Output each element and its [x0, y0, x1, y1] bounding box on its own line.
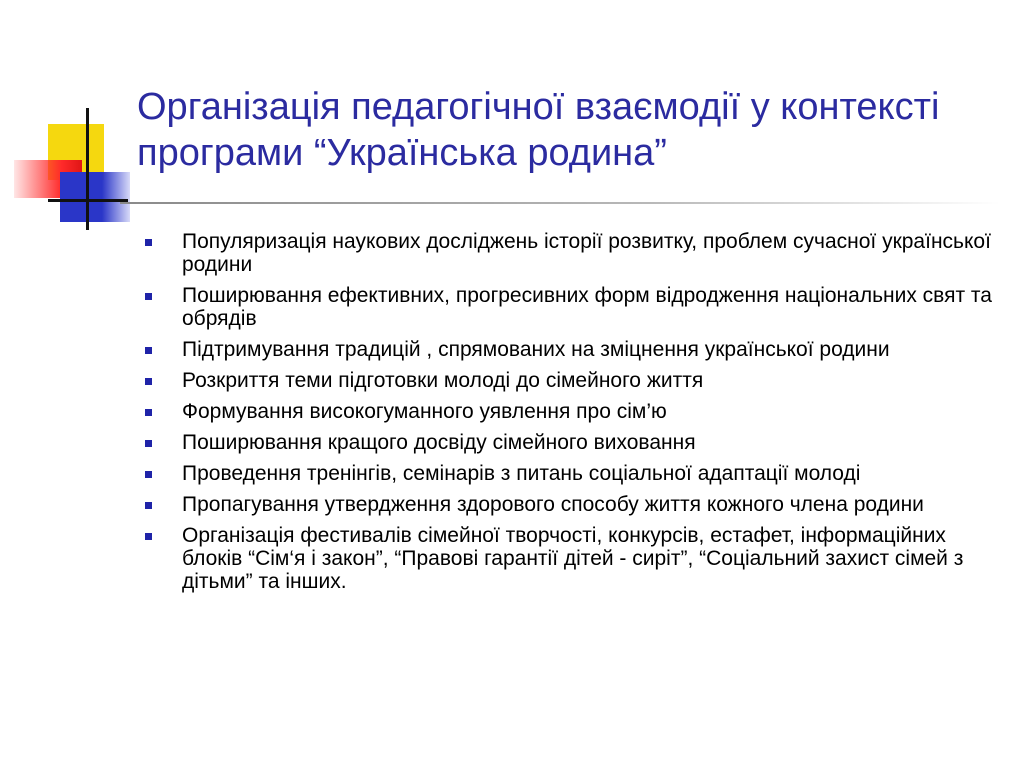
bullet-item: [142, 400, 1002, 423]
bullet-text: Популяризація наукових досліджень історії розвитку, проблем сучасної української родини: [182, 230, 991, 276]
square-bullet-icon: [145, 378, 152, 385]
bullet-item: [142, 230, 1002, 276]
square-bullet-icon: [145, 347, 152, 354]
square-bullet-icon: [145, 409, 152, 416]
bullet-item: [142, 369, 1002, 392]
bullet-item: [142, 493, 1002, 516]
bullet-item: [142, 524, 1002, 593]
square-bullet-icon: [145, 239, 152, 246]
slide-title: Організація педагогічної взаємодії у контексті програми “Українська родина”: [137, 86, 940, 174]
bullet-list: [142, 230, 1002, 601]
square-bullet-icon: [145, 293, 152, 300]
square-bullet-icon: [145, 440, 152, 447]
bullet-text: Пропагування утвердження здорового способу життя кожного члена родини: [182, 493, 924, 516]
decorative-squares-logo: [0, 0, 140, 240]
bullet-text: Розкриття теми підготовки молоді до сімейного життя: [182, 369, 704, 392]
blue-square: [60, 172, 130, 222]
title-divider: [120, 202, 1000, 204]
bullet-text: Організація фестивалів сімейної творчості, конкурсів, естафет, інформаційних блоків “Сім‘я і закон”, “Правові гарантії дітей - сиріт”, “Соціальний захист сімей з дітьми” та інших.: [182, 524, 964, 593]
bullet-text: Підтримування традицій , спрямованих на зміцнення української родини: [182, 338, 890, 361]
horizontal-line: [48, 199, 128, 202]
square-bullet-icon: [145, 533, 152, 540]
bullet-item: [142, 462, 1002, 485]
bullet-item: [142, 284, 1002, 330]
bullet-text: Поширювання кращого досвіду сімейного виховання: [182, 431, 696, 454]
bullet-text: Поширювання ефективних, прогресивних форм відродження національних свят та обрядів: [182, 284, 992, 330]
vertical-line: [86, 108, 89, 230]
bullet-item: [142, 338, 1002, 361]
bullet-text: Проведення тренінгів, семінарів з питань соціальної адаптації молоді: [182, 462, 861, 485]
bullet-text: Формування високогуманного уявлення про сім’ю: [182, 400, 667, 423]
bullet-item: [142, 431, 1002, 454]
square-bullet-icon: [145, 502, 152, 509]
square-bullet-icon: [145, 471, 152, 478]
